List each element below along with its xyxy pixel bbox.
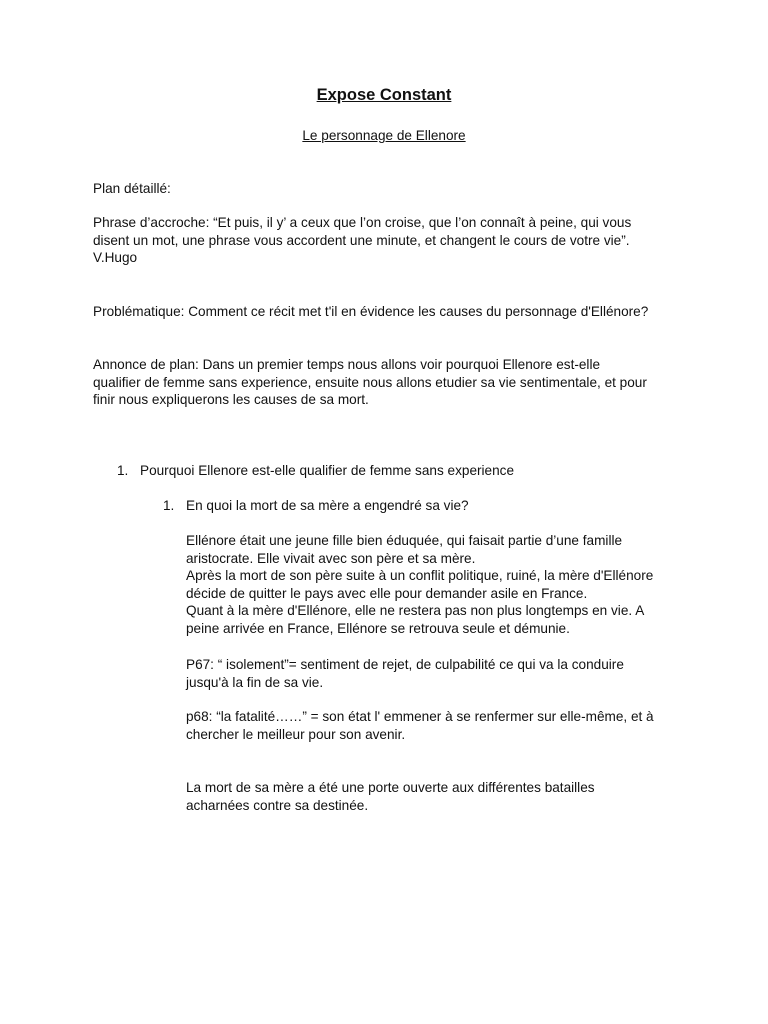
subsection-paragraph-3 [186,708,654,743]
accroche-line: Phrase d’accroche: “Et puis, il y’ a ceux que l’on croise, que l’on connaît à peine, qui vous [93,215,632,230]
paragraph-line: La mort de sa mère a été une porte ouverte aux différentes batailles [186,780,595,795]
problematique-paragraph: Problématique: Comment ce récit met t'il en évidence les causes du personnage d'Ellénore? [93,304,649,319]
plan-label: Plan détaillé: [93,181,171,196]
document-subtitle: Le personnage de Ellenore [302,128,466,143]
subsection-1-heading: En quoi la mort de sa mère a engendré sa vie? [186,498,469,513]
subsection-paragraph-4 [186,779,595,814]
paragraph-line: Après la mort de son père suite à un conflit politique, ruiné, la mère d'Ellénore [186,568,654,584]
subsection-paragraph-2 [186,656,624,691]
annonce-line: Annonce de plan: Dans un premier temps nous allons voir pourquoi Ellenore est-elle [93,357,601,372]
annonce-line: qualifier de femme sans experience, ensuite nous allons etudier sa vie sentimentale, et pour [93,374,647,390]
section-1-heading: Pourquoi Ellenore est-elle qualifier de femme sans experience [140,463,515,478]
paragraph-line: chercher le meilleur pour son avenir. [186,726,406,742]
subsection-1-number: 1. [163,498,175,513]
annonce-line: finir nous expliquerons les causes de sa mort. [93,392,369,408]
paragraph-line: P67: “ isolement”= sentiment de rejet, de culpabilité ce qui va la conduire [186,657,624,672]
document-title: Expose Constant [316,86,452,104]
section-1-number: 1. [117,463,129,478]
paragraph-line: Quant à la mère d'Ellénore, elle ne restera pas non plus longtemps en vie. A [186,603,645,619]
accroche-line: V.Hugo [93,250,138,266]
paragraph-line: jusqu'à la fin de sa vie. [186,674,324,690]
paragraph-line: acharnées contre sa destinée. [186,797,369,813]
paragraph-line: décide de quitter le pays avec elle pour demander asile en France. [186,585,588,601]
paragraph-line: aristocrate. Elle vivait avec son père et sa mère. [186,550,476,566]
annonce-paragraph [93,356,647,409]
paragraph-line: Ellénore était une jeune fille bien éduquée, qui faisait partie d’une famille [186,533,623,548]
subsection-paragraph-1 [186,532,653,638]
paragraph-line: peine arrivée en France, Ellénore se retrouva seule et démunie. [186,620,570,636]
accroche-line: disent un mot, une phrase vous accordent une minute, et changent le cours de votre vie”. [93,232,630,248]
accroche-paragraph [93,214,631,267]
paragraph-line: p68: “la fatalité……” = son état l' emmener à se renfermer sur elle-même, et à [186,709,654,724]
